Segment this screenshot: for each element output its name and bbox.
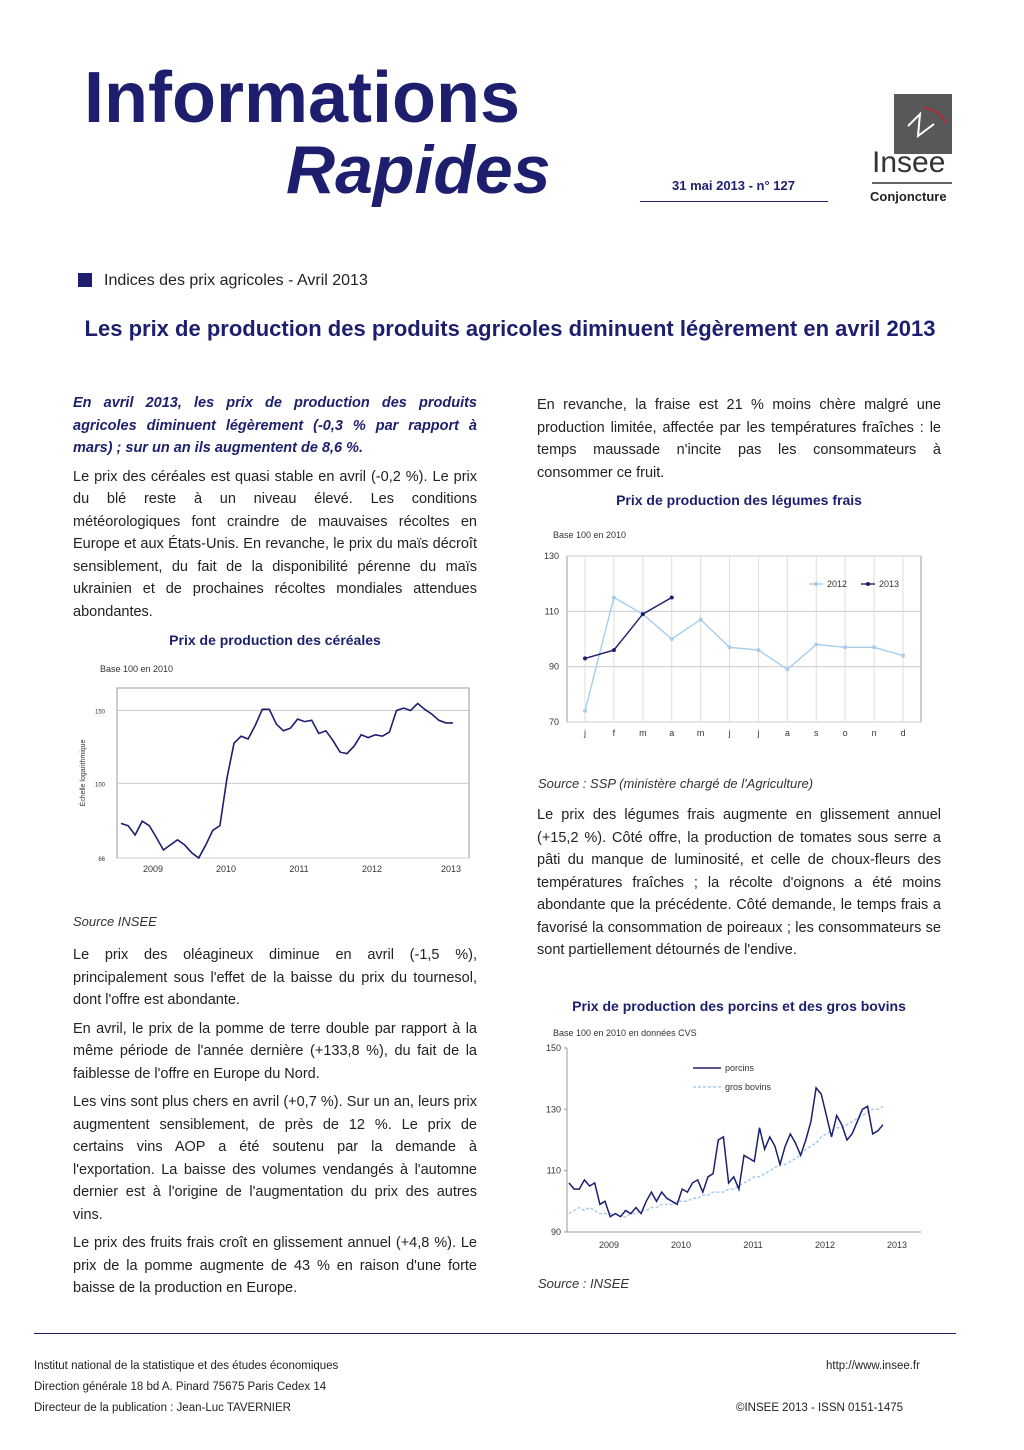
x-tick-label: d <box>900 728 906 738</box>
chart-title-porcins: Prix de production des porcins et des gros bovins <box>572 998 906 1014</box>
legend-label: porcins <box>725 1063 755 1073</box>
data-point-2012 <box>843 645 847 649</box>
paragraph-fruits: Le prix des fruits frais croît en glissement annuel (+4,8 %). Le prix de la pomme augmente de 43 % en raison d'une forte baisse de la production en Europe. <box>73 1235 477 1296</box>
y-tick-label: 110 <box>546 1165 561 1176</box>
x-tick-label: f <box>612 728 616 738</box>
chart-title-cereales: Prix de production des céréales <box>169 632 381 648</box>
footer-url-link[interactable]: http://www.insee.fr <box>826 1360 920 1372</box>
legend-label: 2013 <box>879 579 900 589</box>
legend-label: 2012 <box>827 579 848 589</box>
plot-area <box>567 556 921 722</box>
data-point-2012 <box>756 648 760 652</box>
y-tick-label: 90 <box>548 661 559 672</box>
right-column-top <box>537 394 941 490</box>
chart-porcins <box>537 1040 941 1260</box>
x-tick-label: j <box>728 728 731 738</box>
x-tick-label: 2010 <box>215 864 237 874</box>
data-point-2012 <box>699 618 703 622</box>
x-tick-label: 2013 <box>886 1240 908 1250</box>
paragraph-pomme-de-terre: En avril, le prix de la pomme de terre double par rapport à la même période de l'année dernière (+133,8 %), du fait de la faiblesse de l'offre en Europe du Nord. <box>73 1020 477 1082</box>
x-tick-label: 2013 <box>440 864 462 874</box>
data-point-2012 <box>670 637 674 641</box>
x-tick-label: n <box>871 728 877 738</box>
issue-number: 31 mai 2013 - n° 127 <box>672 178 795 193</box>
logo-name: Insee <box>872 146 946 179</box>
chart-base-legumes: Base 100 en 2010 <box>553 530 627 540</box>
x-tick-label: s <box>814 728 819 738</box>
y-tick-label: 90 <box>550 1227 561 1237</box>
y-tick-label: 110 <box>544 606 559 617</box>
logo-subtitle: Conjoncture <box>870 189 947 204</box>
footer-divider <box>34 1333 956 1334</box>
chart-base-porcins: Base 100 en 2010 en données CVS <box>553 1028 697 1038</box>
paragraph-oleagineux: Le prix des oléagineux diminue en avril (-1,5 %), principalement sous l'effet de la baisse du prix du tournesol, dont l'offre est abondante. <box>73 947 477 1008</box>
chart-base-cereales: Base 100 en 2010 <box>100 664 174 674</box>
series-line-porcins <box>569 1088 883 1217</box>
chart-legumes <box>537 544 941 750</box>
data-point-2012 <box>872 645 876 649</box>
legend-marker <box>814 582 818 586</box>
x-tick-label: o <box>842 728 848 738</box>
left-column-top <box>73 392 477 629</box>
data-point-2013 <box>583 656 587 660</box>
y-tick-label: 100 <box>94 782 105 789</box>
paragraph-vins: Les vins sont plus chers en avril (+0,7 %). Sur un an, leurs prix augmentent sensiblement, de près de 12 %. Le prix de certains vins AOP a été soutenu par la demande à l'exportation. La baisse des volumes vendangés à l'automne dernier est à l'origine de l'augmentation du prix des autres vins. <box>73 1094 477 1223</box>
logo-mark-icon <box>894 94 952 154</box>
x-tick-label: 2011 <box>743 1240 763 1250</box>
x-tick-label: 2011 <box>289 864 309 874</box>
y-tick-label: 66 <box>98 857 105 863</box>
legend-label: gros bovins <box>725 1082 772 1092</box>
chart-source-porcins: Source : INSEE <box>538 1276 630 1291</box>
x-tick-label: j <box>584 728 586 738</box>
plot-area <box>117 688 469 858</box>
topic-label: Indices des prix agricoles - Avril 2013 <box>104 272 368 289</box>
logo-emblem <box>894 94 952 154</box>
x-tick-label: a <box>669 728 675 738</box>
chart-source-legumes: Source : SSP (ministère chargé de l'Agriculture) <box>538 776 814 791</box>
footer-copyright: ©INSEE 2013 - ISSN 0151-1475 <box>736 1402 904 1414</box>
logo-rule <box>872 182 952 184</box>
y-axis-label: Échelle logarithmique <box>80 739 87 807</box>
data-point-2013 <box>641 612 645 616</box>
footer-address: Direction générale 18 bd A. Pinard 75675 Paris Cedex 14 <box>34 1381 327 1393</box>
y-tick-label: 70 <box>548 717 559 727</box>
paragraph-cereales: Le prix des céréales est quasi stable en avril (-0,2 %). Le prix du blé reste à un niveau élevé. Les conditions météorologiques font craindre de mauvaises récoltes en Europe et aux États-Unis. En revanche, le prix du maïs décroît sensiblement, du fait de la disponibilité pérenne du maïs ukrainien et de prochaines récoltes mondiales attendues abondantes. <box>73 468 477 620</box>
footer-institute: Institut national de la statistique et des études économiques <box>34 1360 339 1372</box>
data-point-2013 <box>612 648 616 652</box>
data-point-2012 <box>612 596 616 600</box>
left-column-bottom <box>73 944 477 1306</box>
data-point-2013 <box>670 596 674 600</box>
chart-title-legumes: Prix de production des légumes frais <box>616 492 862 508</box>
x-tick-label: j <box>757 728 760 738</box>
data-point-2012 <box>785 667 789 671</box>
headline: Les prix de production des produits agricoles diminuent légèrement en avril 2013 <box>84 316 936 341</box>
lead-paragraph: En avril 2013, les prix de production des produits agricoles diminuent légèrement (-0,3 % par rapport à mars) ; sur un an ils augmentent de 8,6 %. <box>73 395 477 456</box>
footer-director: Directeur de la publication : Jean-Luc TAVERNIER <box>34 1402 291 1414</box>
y-tick-label: 130 <box>543 551 559 561</box>
y-tick-label: 150 <box>94 709 105 716</box>
publication-title: Informations <box>84 58 521 138</box>
issue-divider <box>640 201 828 202</box>
x-tick-label: 2009 <box>142 864 164 874</box>
publication-subtitle: Rapides <box>286 132 551 208</box>
data-point-2012 <box>814 643 818 647</box>
insee-logo <box>862 92 954 208</box>
data-point-2012 <box>901 654 905 658</box>
data-point-2012 <box>728 645 732 649</box>
data-point-2012 <box>583 709 587 713</box>
x-tick-label: 2009 <box>598 1240 620 1250</box>
x-tick-label: m <box>696 728 705 738</box>
topic-bullet-icon <box>78 273 92 287</box>
chart-cereales <box>73 676 477 886</box>
paragraph-legumes: Le prix des légumes frais augmente en glissement annuel (+15,2 %). Côté offre, la production de tomates sous serre a pâti du manque de luminosité, et celle de choux-fleurs des températures fraîches ; la récolte d'oignons a été moins abondante que la précédente. Côté demande, le temps frais a favorisé la consommation de poireaux ; les consommateurs se sont partiellement détournés de l'endive. <box>537 807 941 958</box>
x-tick-label: 2010 <box>670 1240 692 1250</box>
x-tick-label: a <box>784 728 790 738</box>
x-tick-label: 2012 <box>814 1240 836 1250</box>
x-tick-label: 2012 <box>361 864 383 874</box>
paragraph-fraise: En revanche, la fraise est 21 % moins chère malgré une production limitée, affectée par les températures fraîches : le temps maussade n'incite pas les consommateurs à consommer ce fruit. <box>537 397 941 481</box>
legend-marker <box>866 582 870 586</box>
y-tick-label: 130 <box>545 1104 561 1115</box>
x-tick-label: m <box>639 728 647 738</box>
chart-source-cereales: Source INSEE <box>73 914 157 929</box>
right-column-middle <box>537 804 941 968</box>
y-tick-label: 150 <box>545 1043 561 1053</box>
